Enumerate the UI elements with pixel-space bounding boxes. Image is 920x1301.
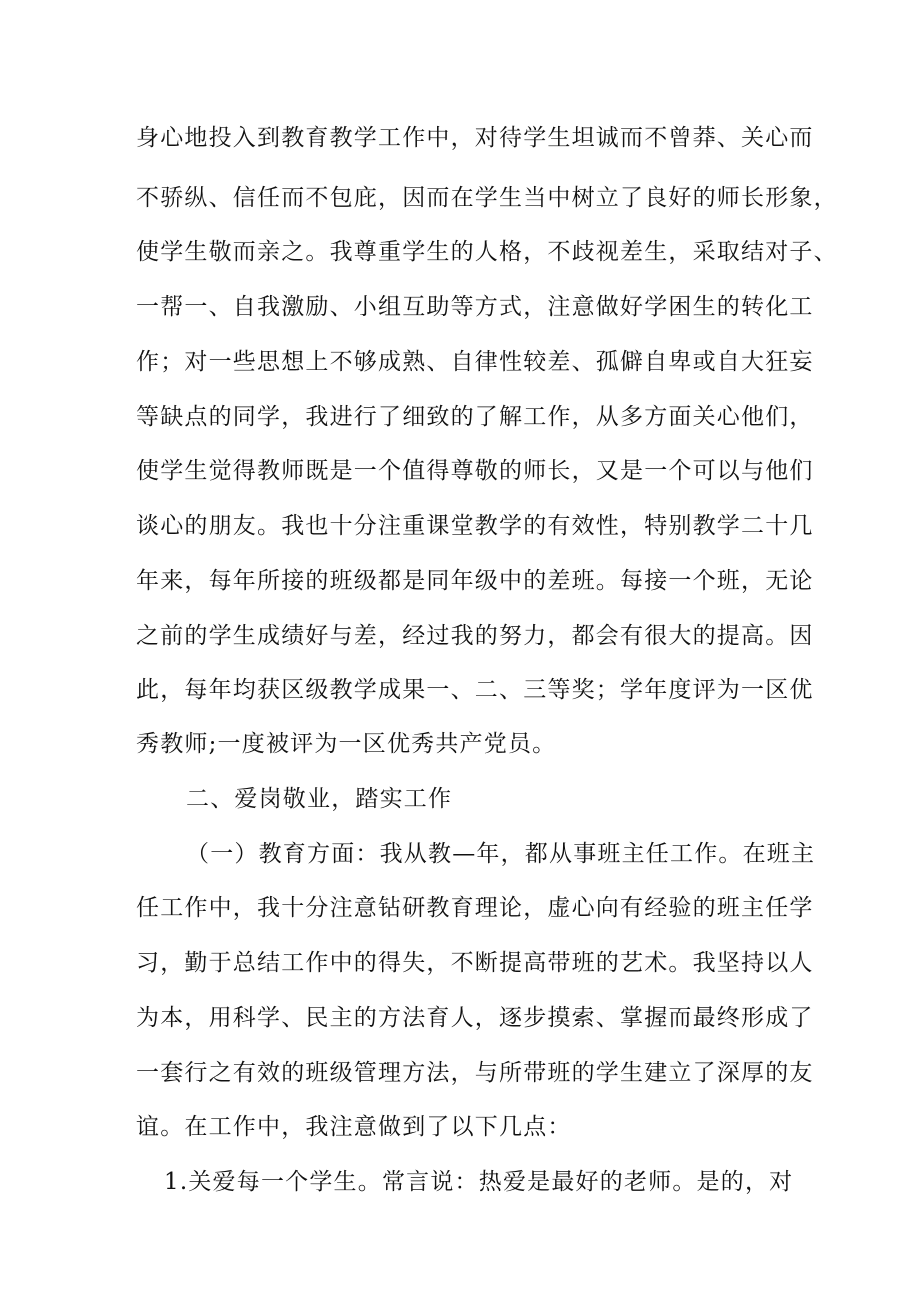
text-line: 为本，用科学、民主的方法育人，逐步摸索、掌握而最终形成了 — [136, 1005, 814, 1031]
text-line: 习，勤于总结工作中的得失，不断提高带班的艺术。我坚持以人 — [136, 950, 814, 976]
text-line: 秀教师;一度被评为一区优秀共产党员。 — [136, 731, 557, 757]
text-line: 一套行之有效的班级管理方法，与所带班的学生建立了深厚的友 — [136, 1060, 814, 1086]
text-line: 任工作中，我十分注意钻研教育理论，虚心向有经验的班主任学 — [136, 895, 814, 921]
text-line: 作；对一些思想上不够成熟、自律性较差、孤僻自卑或自大狂妄 — [136, 349, 814, 375]
text-line: 使学生敬而亲之。我尊重学生的人格，不歧视差生，采取结对子、 — [136, 239, 838, 265]
text-line: 使学生觉得教师既是一个值得尊敬的师长，又是一个可以与他们 — [136, 458, 814, 484]
list-item: 1.关爱每一个学生。常言说：热爱是最好的老师。是的，对 — [164, 1169, 794, 1195]
text-line: 年来，每年所接的班级都是同年级中的差班。每接一个班，无论 — [136, 568, 814, 594]
subsection-heading: （一）教育方面：我从教—年，都从事班主任工作。在班主 — [186, 841, 816, 867]
text-line: 之前的学生成绩好与差，经过我的努力，都会有很大的提高。因 — [136, 623, 814, 649]
section-heading: 二、爱岗敬业，踏实工作 — [186, 786, 453, 812]
text-line: 谊。在工作中，我注意做到了以下几点： — [136, 1114, 572, 1140]
text-line: 不骄纵、信任而不包庇，因而在学生当中树立了良好的师长形象， — [136, 185, 838, 211]
text-line: 身心地投入到教育教学工作中，对待学生坦诚而不曾莽、关心而 — [136, 125, 814, 151]
text-line: 此，每年均获区级教学成果一、二、三等奖；学年度评为一区优 — [136, 677, 814, 703]
text-line: 谈心的朋友。我也十分注重课堂教学的有效性，特别教学二十几 — [136, 513, 814, 539]
text-line: 一帮一、自我激励、小组互助等方式，注意做好学困生的转化工 — [136, 294, 814, 320]
text-line: 等缺点的同学，我进行了细致的了解工作，从多方面关心他们， — [136, 404, 814, 430]
